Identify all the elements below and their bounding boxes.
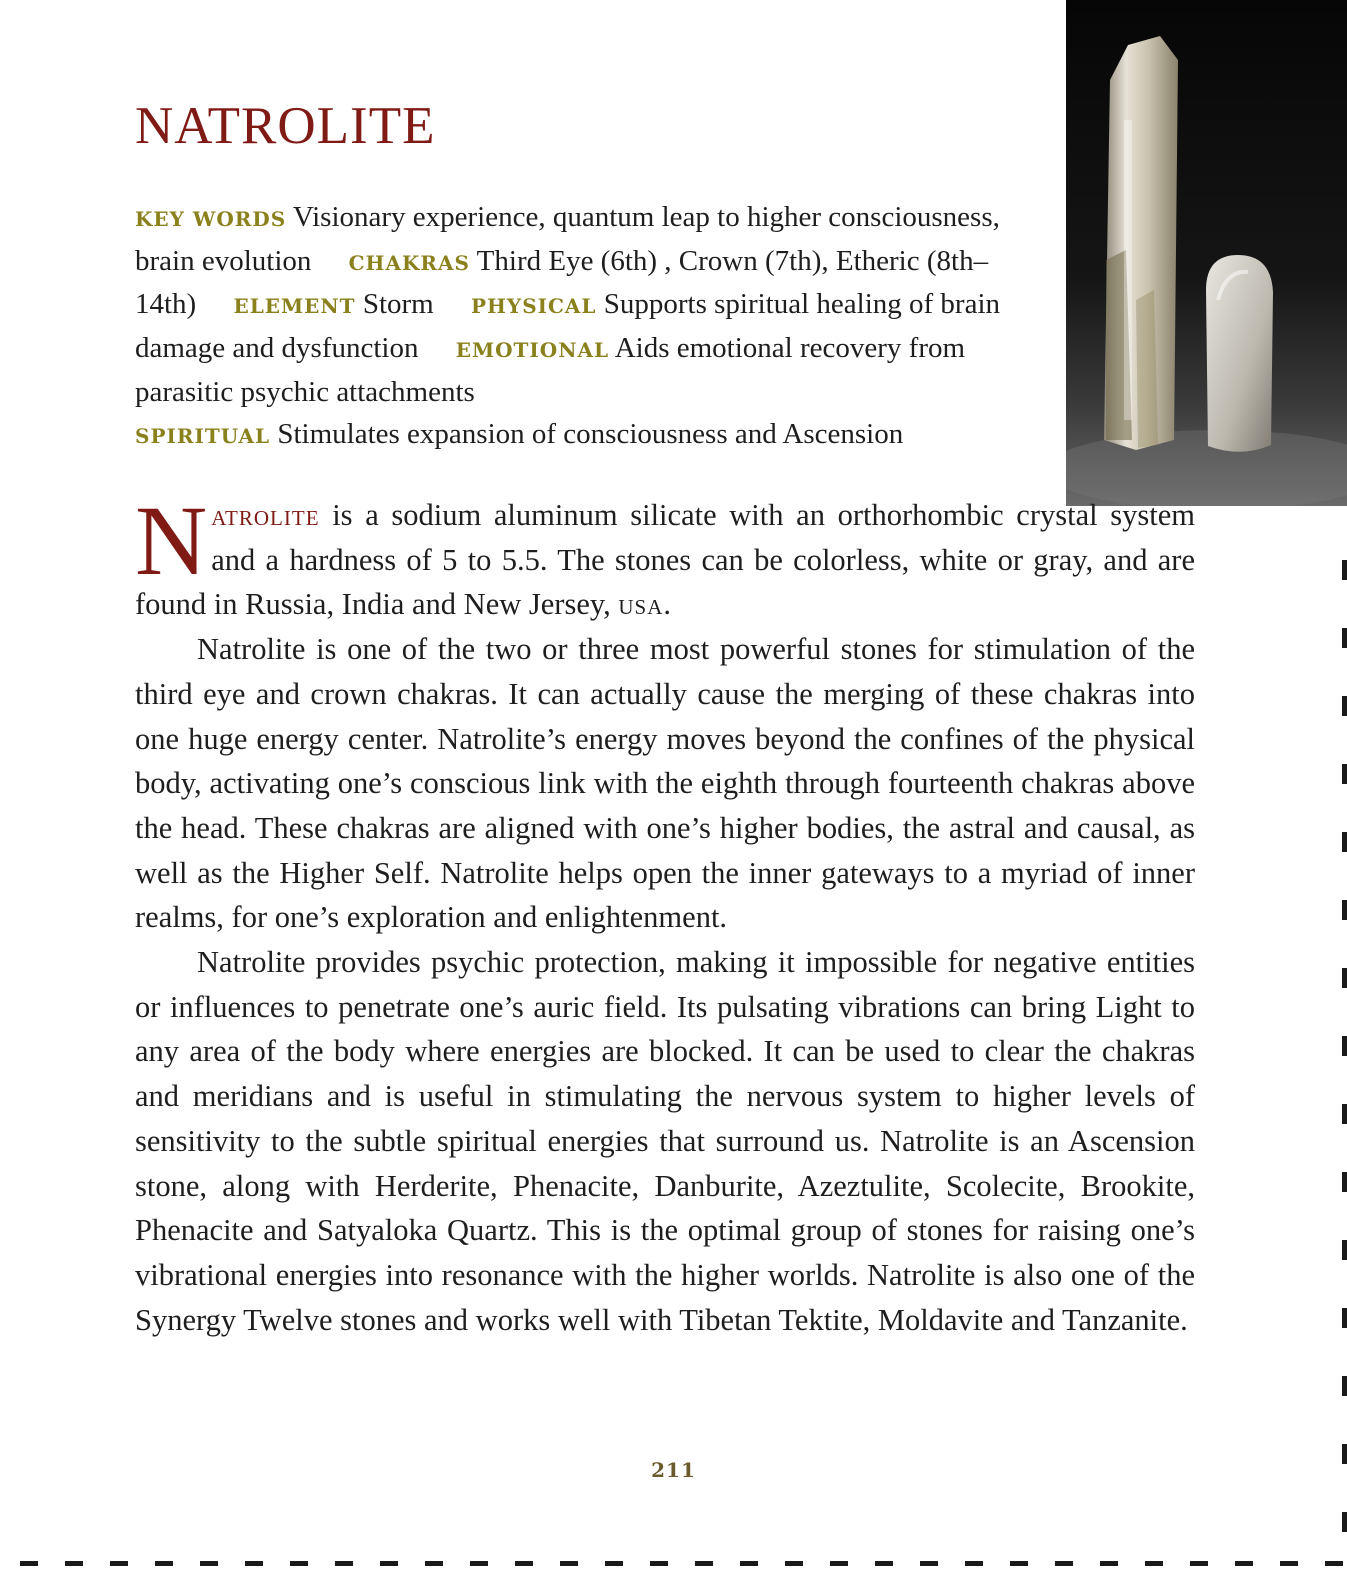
natrolite-crystal-photo bbox=[1066, 0, 1347, 506]
emotional-text: Aids emotional recovery from parasitic psychic attachments bbox=[135, 332, 966, 408]
chakras-label: CHAKRAS bbox=[348, 250, 470, 275]
properties-block bbox=[135, 197, 1040, 457]
drop-cap: N bbox=[135, 485, 208, 596]
keywords-label: KEY WORDS bbox=[135, 207, 287, 231]
spiritual-label: SPIRITUAL bbox=[135, 423, 271, 448]
edge-marks bbox=[1339, 560, 1347, 1540]
paragraph-1: Natrolite is a sodium aluminum silicate with an orthorhombic crystal system and a hardness of 5 to 5.5. The stones can be colorless, white or gray, and are found in Russia, India and New Jersey, usa. bbox=[135, 485, 1195, 622]
bottom-marks bbox=[0, 1561, 1347, 1566]
chakras-text: Third Eye (6th) , Crown (7th), Etheric (8th–14th) bbox=[135, 244, 989, 321]
element-text: Storm bbox=[362, 288, 434, 321]
physical-label: PHYSICAL bbox=[470, 294, 597, 319]
lead-word: atrolite bbox=[211, 498, 320, 532]
paragraph-3: Natrolite provides psychic protection, making it impossible for negative entities or influences to penetrate one’s auric field. Its pulsating vibrations can bring Light to any area of the body where energies are blocked. It can be used to clear the chakras and meridians and is useful in stimulating the nervous system to higher levels of sensitivity to the subtle spiritual energies that surround us. Natrolite is an Ascension stone, along with Herderite, Phenacite, Danburite, Azeztulite, Scolecite, Brookite, Phenacite and Satyaloka Quartz. This is the optimal group of stones for raising one’s vibrational energies into resonance with the higher worlds. Natrolite is also one of the Synergy Twelve stones and works well with Tibetan Tektite, Moldavite and Tanzanite. bbox=[135, 945, 1195, 1337]
physical-text: Supports spiritual healing of brain damage and dysfunction bbox=[135, 288, 1001, 365]
element-label: ELEMENT bbox=[233, 294, 356, 319]
page-number: 211 bbox=[651, 1458, 696, 1482]
country-abbr: usa bbox=[618, 587, 664, 622]
article-body bbox=[135, 485, 1195, 1342]
page-title: NATROLITE bbox=[135, 97, 436, 155]
keywords-text: Visionary experience, quantum leap to higher consciousness, brain evolution bbox=[135, 201, 1000, 277]
emotional-label: EMOTIONAL bbox=[455, 338, 610, 363]
spiritual-text: Stimulates expansion of consciousness and Ascension bbox=[277, 417, 904, 450]
paragraph-2: Natrolite is one of the two or three most powerful stones for stimulation of the third eye and crown chakras. It can actually cause the merging of these chakras into one huge energy center. Natrolite’s energy moves beyond the confines of the physical body, activating one’s conscious link with the eighth through fourteenth chakras above the head. These chakras are aligned with one’s higher bodies, the astral and causal, as well as the Higher Self. Natrolite helps open the inner gateways to a myriad of inner realms, for one’s exploration and enlightenment. bbox=[135, 632, 1195, 935]
